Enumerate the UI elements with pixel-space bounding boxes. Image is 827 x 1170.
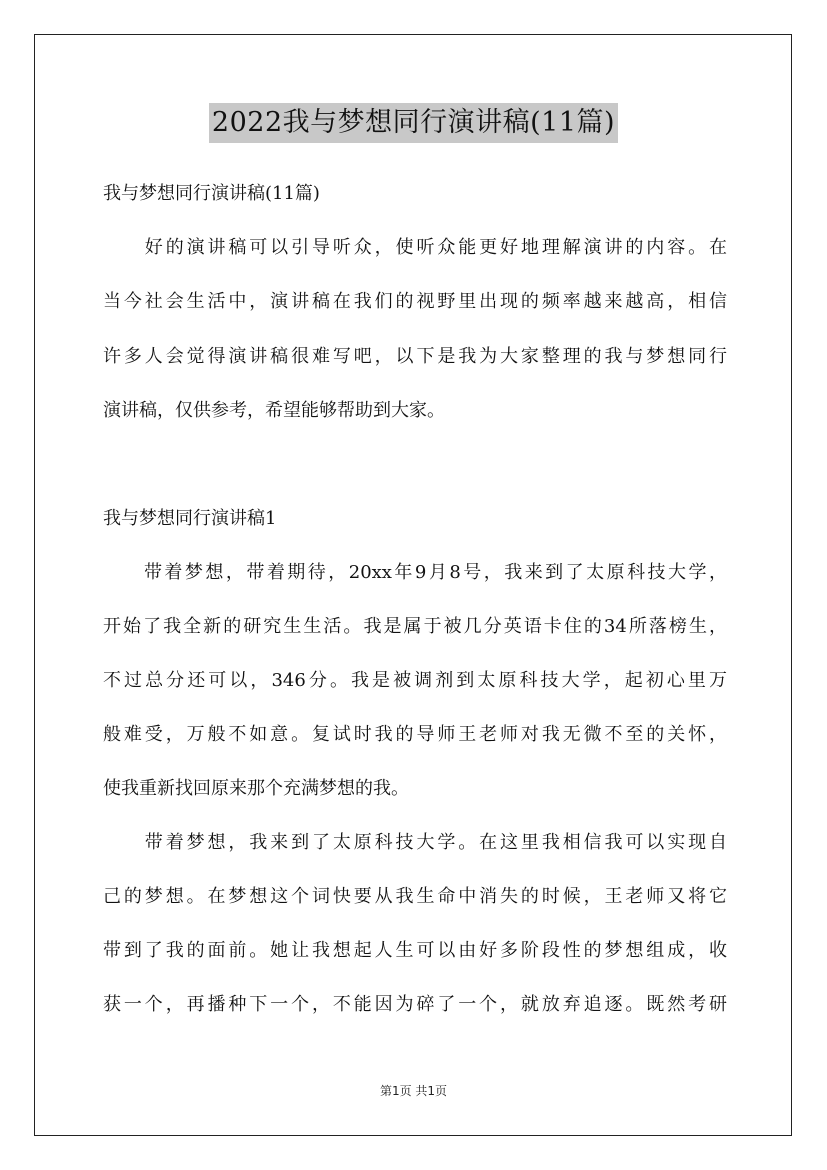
para1-line-3: 不过总分还可以，346分。我是被调剂到太原科技大学，起初心里万 xyxy=(103,670,727,691)
document-subtitle: 我与梦想同行演讲稿(11篇) xyxy=(103,183,320,204)
section-heading: 我与梦想同行演讲稿1 xyxy=(103,508,277,529)
para2-line-1: 带着梦想，我来到了太原科技大学。在这里我相信我可以实现自 xyxy=(103,832,727,853)
para1-line-2: 开始了我全新的研究生生活。我是属于被几分英语卡住的34所落榜生， xyxy=(103,616,727,637)
para2-line-4: 获一个，再播种下一个，不能因为碎了一个，就放弃追逐。既然考研 xyxy=(103,994,727,1015)
page-number-footer: 第1页 共1页 xyxy=(379,1084,448,1098)
intro-line-4: 演讲稿，仅供参考，希望能够帮助到大家。 xyxy=(103,400,445,421)
para2-line-2: 己的梦想。在梦想这个词快要从我生命中消失的时候，王老师又将它 xyxy=(103,886,727,907)
para1-line-4: 般难受，万般不如意。复试时我的导师王老师对我无微不至的关怀， xyxy=(103,724,727,745)
intro-line-1: 好的演讲稿可以引导听众，使听众能更好地理解演讲的内容。在 xyxy=(103,237,727,258)
para1-line-1: 带着梦想，带着期待，20xx年9月8号，我来到了太原科技大学， xyxy=(103,562,727,583)
para1-line-5: 使我重新找回原来那个充满梦想的我。 xyxy=(103,778,409,799)
intro-line-2: 当今社会生活中，演讲稿在我们的视野里出现的频率越来越高，相信 xyxy=(103,291,727,312)
intro-line-3: 许多人会觉得演讲稿很难写吧，以下是我为大家整理的我与梦想同行 xyxy=(103,346,727,367)
title-container xyxy=(0,103,827,143)
document-title: 2022我与梦想同行演讲稿(11篇) xyxy=(209,103,618,143)
para2-line-3: 带到了我的面前。她让我想起人生可以由好多阶段性的梦想组成，收 xyxy=(103,940,727,961)
